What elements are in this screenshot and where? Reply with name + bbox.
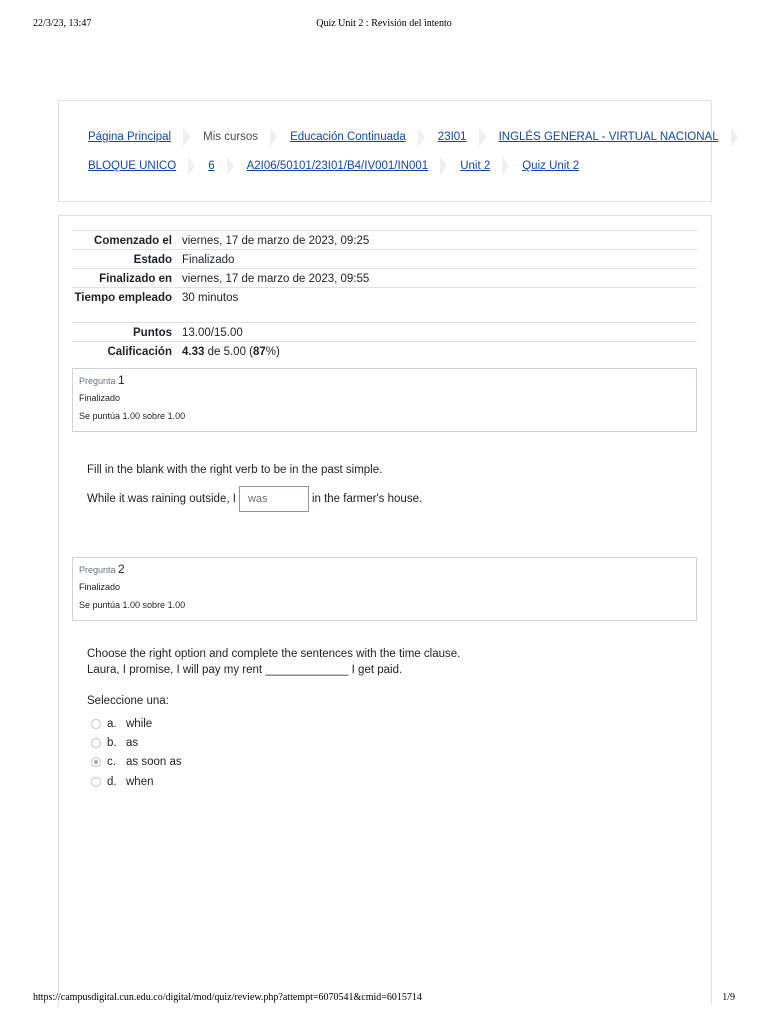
breadcrumb-course-link[interactable]: INGLÉS GENERAL - VIRTUAL NACIONAL (498, 131, 719, 143)
question-2-sentence: Laura, I promise, I will pay my rent _____________ I get paid. (87, 664, 403, 676)
sentence-after: in the farmer's house. (311, 493, 423, 505)
breadcrumb-separator-icon (479, 127, 486, 147)
sentence-before: While it was raining outside, I (87, 493, 236, 505)
question-1-instruction: Fill in the blank with the right verb to be in the past simple. (87, 464, 383, 476)
question-1-grade: Se puntúa 1.00 sobre 1.00 (79, 411, 186, 421)
breadcrumb-separator-icon (227, 156, 234, 176)
breadcrumb-group-link[interactable]: A2I06/50101/23I01/B4/IV001/IN001 (246, 160, 429, 172)
breadcrumb-separator-icon (188, 156, 195, 176)
breadcrumb-block-link[interactable]: BLOQUE UNICO (88, 160, 177, 172)
summary-row-points (72, 322, 697, 341)
radio-button[interactable] (91, 777, 101, 787)
radio-button[interactable] (91, 719, 101, 729)
summary-row-state (72, 249, 697, 268)
option-text: while (126, 717, 153, 730)
state-label: Estado (133, 254, 172, 266)
breadcrumb-quiz-link[interactable]: Quiz Unit 2 (522, 160, 580, 172)
started-value: viernes, 17 de marzo de 2023, 09:25 (182, 235, 370, 247)
breadcrumb-separator-icon (418, 127, 425, 147)
print-date: 22/3/23, 13:47 (33, 18, 92, 29)
grade-value (182, 344, 280, 360)
breadcrumb-my-courses: Mis cursos (203, 131, 259, 143)
question-number: 1 (118, 373, 125, 387)
grade-out-of: de 5.00 ( (207, 346, 253, 358)
question-1-sentence (87, 486, 422, 512)
question-2-info (72, 557, 697, 621)
summary-row-finished (72, 268, 697, 287)
summary-row-time (72, 287, 697, 322)
question-1-number (79, 373, 125, 387)
print-footer (0, 992, 768, 1006)
option-text: when (126, 775, 154, 788)
breadcrumb-separator-icon (731, 127, 738, 147)
radio-button[interactable] (91, 738, 101, 748)
option-b[interactable] (91, 733, 182, 752)
question-2-prompt: Seleccione una: (87, 695, 169, 707)
answer-options (91, 714, 182, 791)
answer-input[interactable]: was (239, 486, 309, 512)
breadcrumb-separator-icon (440, 156, 447, 176)
print-header (0, 18, 768, 32)
breadcrumb (58, 100, 719, 202)
print-page-number: 1/9 (722, 992, 735, 1003)
started-label: Comenzado el (94, 235, 172, 247)
summary-row-grade (72, 341, 697, 360)
breadcrumb-number-link[interactable]: 6 (208, 160, 215, 172)
option-c[interactable] (91, 753, 182, 772)
option-text: as soon as (126, 756, 182, 769)
breadcrumb-home-link[interactable]: Página Principal (88, 131, 172, 143)
option-letter: b. (107, 736, 117, 749)
radio-button-selected[interactable] (91, 757, 101, 767)
option-d[interactable] (91, 772, 182, 791)
question-1-state: Finalizado (79, 393, 121, 403)
breadcrumb-row-1 (88, 127, 751, 147)
points-label: Puntos (133, 327, 172, 339)
points-value: 13.00/15.00 (182, 327, 243, 339)
grade-percent-suffix: %) (265, 346, 280, 358)
question-label: Pregunta (79, 376, 116, 386)
option-text: as (126, 736, 139, 749)
breadcrumb-separator-icon (502, 156, 509, 176)
question-2-number (79, 562, 125, 576)
finished-value: viernes, 17 de marzo de 2023, 09:55 (182, 273, 370, 285)
state-value: Finalizado (182, 254, 235, 266)
summary-row-started (72, 230, 697, 249)
option-letter: a. (107, 717, 117, 730)
question-2-instruction: Choose the right option and complete the sentences with the time clause. (87, 648, 461, 660)
option-letter: c. (107, 756, 116, 769)
breadcrumb-separator-icon (183, 127, 190, 147)
question-number: 2 (118, 562, 125, 576)
question-2-grade: Se puntúa 1.00 sobre 1.00 (79, 600, 186, 610)
breadcrumb-period-link[interactable]: 23I01 (437, 131, 467, 143)
breadcrumb-continuing-education-link[interactable]: Educación Continuada (290, 131, 406, 143)
print-title: Quiz Unit 2 : Revisión del intento (316, 18, 452, 29)
time-label: Tiempo empleado (74, 292, 172, 304)
grade-score: 4.33 (182, 346, 205, 358)
question-1-info (72, 368, 697, 432)
attempt-summary-table (72, 230, 697, 360)
grade-percent: 87 (253, 346, 266, 358)
breadcrumb-row-2 (88, 156, 579, 176)
print-url: https://campusdigital.cun.edu.co/digital/mod/quiz/review.php?attempt=6070541&cmid=6015714 (33, 992, 422, 1003)
breadcrumb-unit-link[interactable]: Unit 2 (460, 160, 491, 172)
question-label: Pregunta (79, 565, 116, 575)
question-2-state: Finalizado (79, 582, 121, 592)
option-letter: d. (107, 775, 117, 788)
grade-label: Calificación (107, 346, 172, 358)
time-value: 30 minutos (182, 292, 239, 304)
option-a[interactable] (91, 714, 182, 733)
finished-label: Finalizado en (99, 273, 172, 285)
breadcrumb-separator-icon (270, 127, 277, 147)
